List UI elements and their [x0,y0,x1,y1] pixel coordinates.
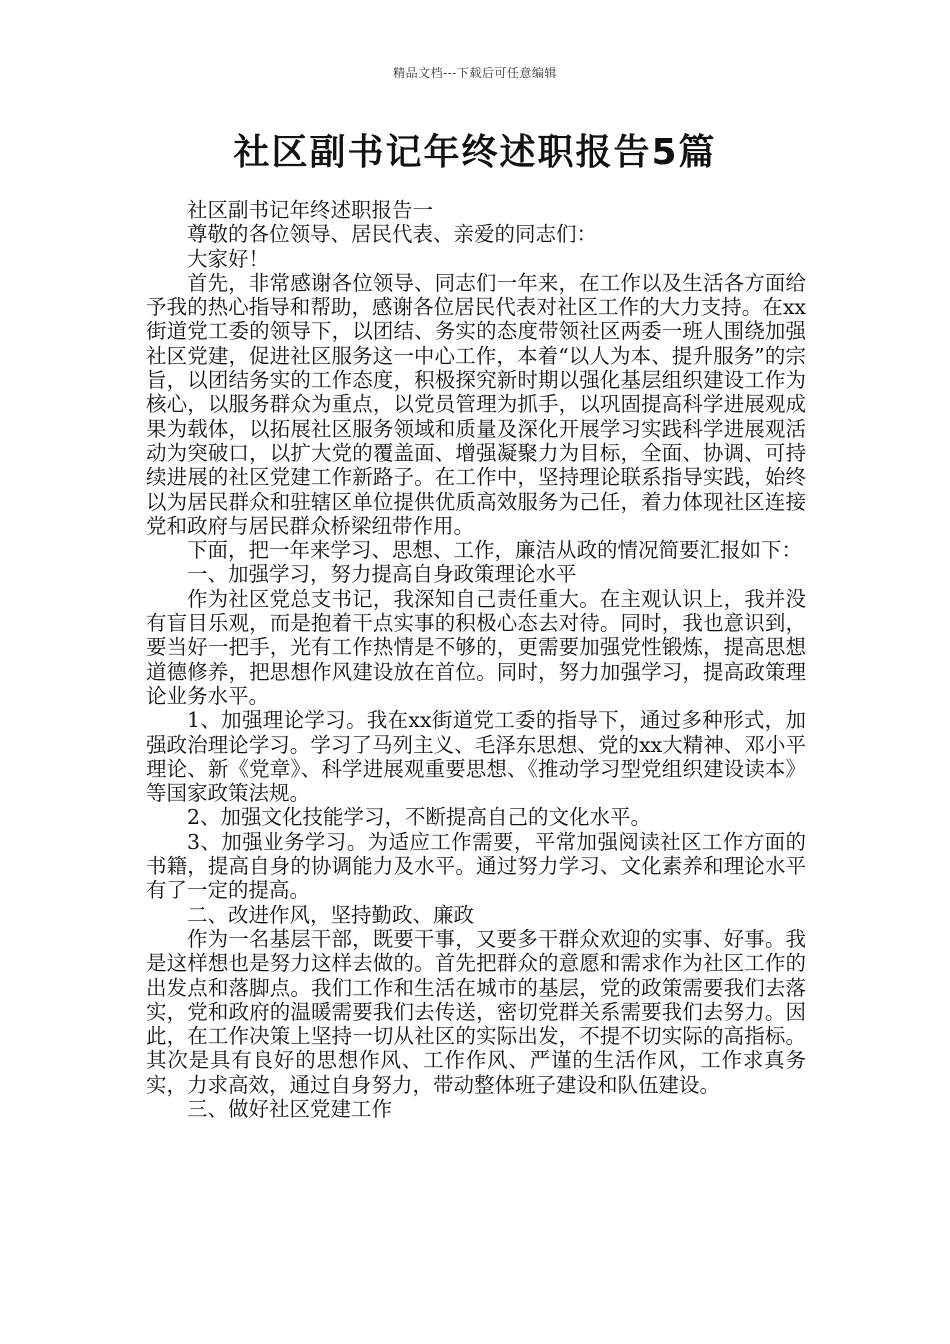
list-item: 1、加强理论学习。我在xx街道党工委的指导下，通过多种形式，加强政治理论学习。学习了马列主义、毛泽东思想、党的xx大精神、邓小平理论、新《党章》、科学进展观重要思想、《推动学习型党组织建设读本》等国家政策法规。 [146,708,806,806]
section-heading: 一、加强学习，努力提高自身政策理论水平 [187,562,577,587]
section-heading-report-one: 社区副书记年终述职报告一 [187,198,433,222]
greeting: 大家好！ [187,246,269,271]
body-paragraph: 作为社区党总支书记，我深知自己责任重大。在主观认识上，我并没有盲目乐观，而是抱着干点实事的积极心态去对待。同时，我也意识到，要当好一把手，光有工作热情是不够的，更需要加强党性锻炼，提高思想道德修养，把思想作风建设放在首位。同时，努力加强学习，提高政策理论业务水平。 [146,586,806,708]
list-item: 3、加强业务学习。为适应工作需要，平常加强阅读社区工作方面的书籍，提高自身的协调能力及水平。通过努力学习、文化素养和理论水平有了一定的提高。 [146,829,806,903]
salutation: 尊敬的各位领导、居民代表、亲爱的同志们： [187,222,597,247]
body-paragraph: 作为一名基层干部，既要干事，又要多干群众欢迎的实事、好事。我是这样想也是努力这样去做的。首先把群众的意愿和需求作为社区工作的出发点和落脚点。我们工作和生活在城市的基层，党的政策需要我们去落实，党和政府的温暖需要我们去传送，密切党群关系需要我们去努力。因此，在工作决策上坚持一切从社区的实际出发，不提不切实际的高指标。其次是具有良好的思想作风、工作作风、严谨的生活作风，工作求真务实，力求高效，通过自身努力，带动整体班子建设和队伍建设。 [146,926,806,1097]
section-heading: 三、做好社区党建工作 [187,1096,392,1121]
list-item: 2、加强文化技能学习，不断提高自己的文化水平。 [187,805,652,830]
body-paragraph: 下面，把一年来学习、思想、工作，廉洁从政的情况简要汇报如下： [187,538,802,563]
page-header-note: 精品文档---下载后可任意编辑 [393,66,557,80]
document-body [146,198,806,1121]
section-heading: 二、改进作风，坚持勤政、廉政 [187,902,474,927]
document-title: 社区副书记年终述职报告5篇 [233,132,717,173]
body-paragraph: 首先，非常感谢各位领导、同志们一年来，在工作以及生活各方面给予我的热心指导和帮助，感谢各位居民代表对社区工作的大力支持。在xx街道党工委的领导下，以团结、务实的态度带领社区两委一班人围绕加强社区党建，促进社区服务这一中心工作，本着“以人为本、提升服务”的宗旨，以团结务实的工作态度，积极探究新时期以强化基层组织建设工作为核心，以服务群众为重点，以党员管理为抓手，以巩固提高科学进展观成果为载体，以拓展社区服务领域和质量及深化开展学习实践科学进展观活动为突破口，以扩大党的覆盖面、增强凝聚力为目标，全面、协调、可持续进展的社区党建工作新路子。在工作中，坚持理论联系指导实践，始终以为居民群众和驻辖区单位提供优质高效服务为己任，着力体现社区连接党和政府与居民群众桥梁纽带作用。 [146,270,806,538]
